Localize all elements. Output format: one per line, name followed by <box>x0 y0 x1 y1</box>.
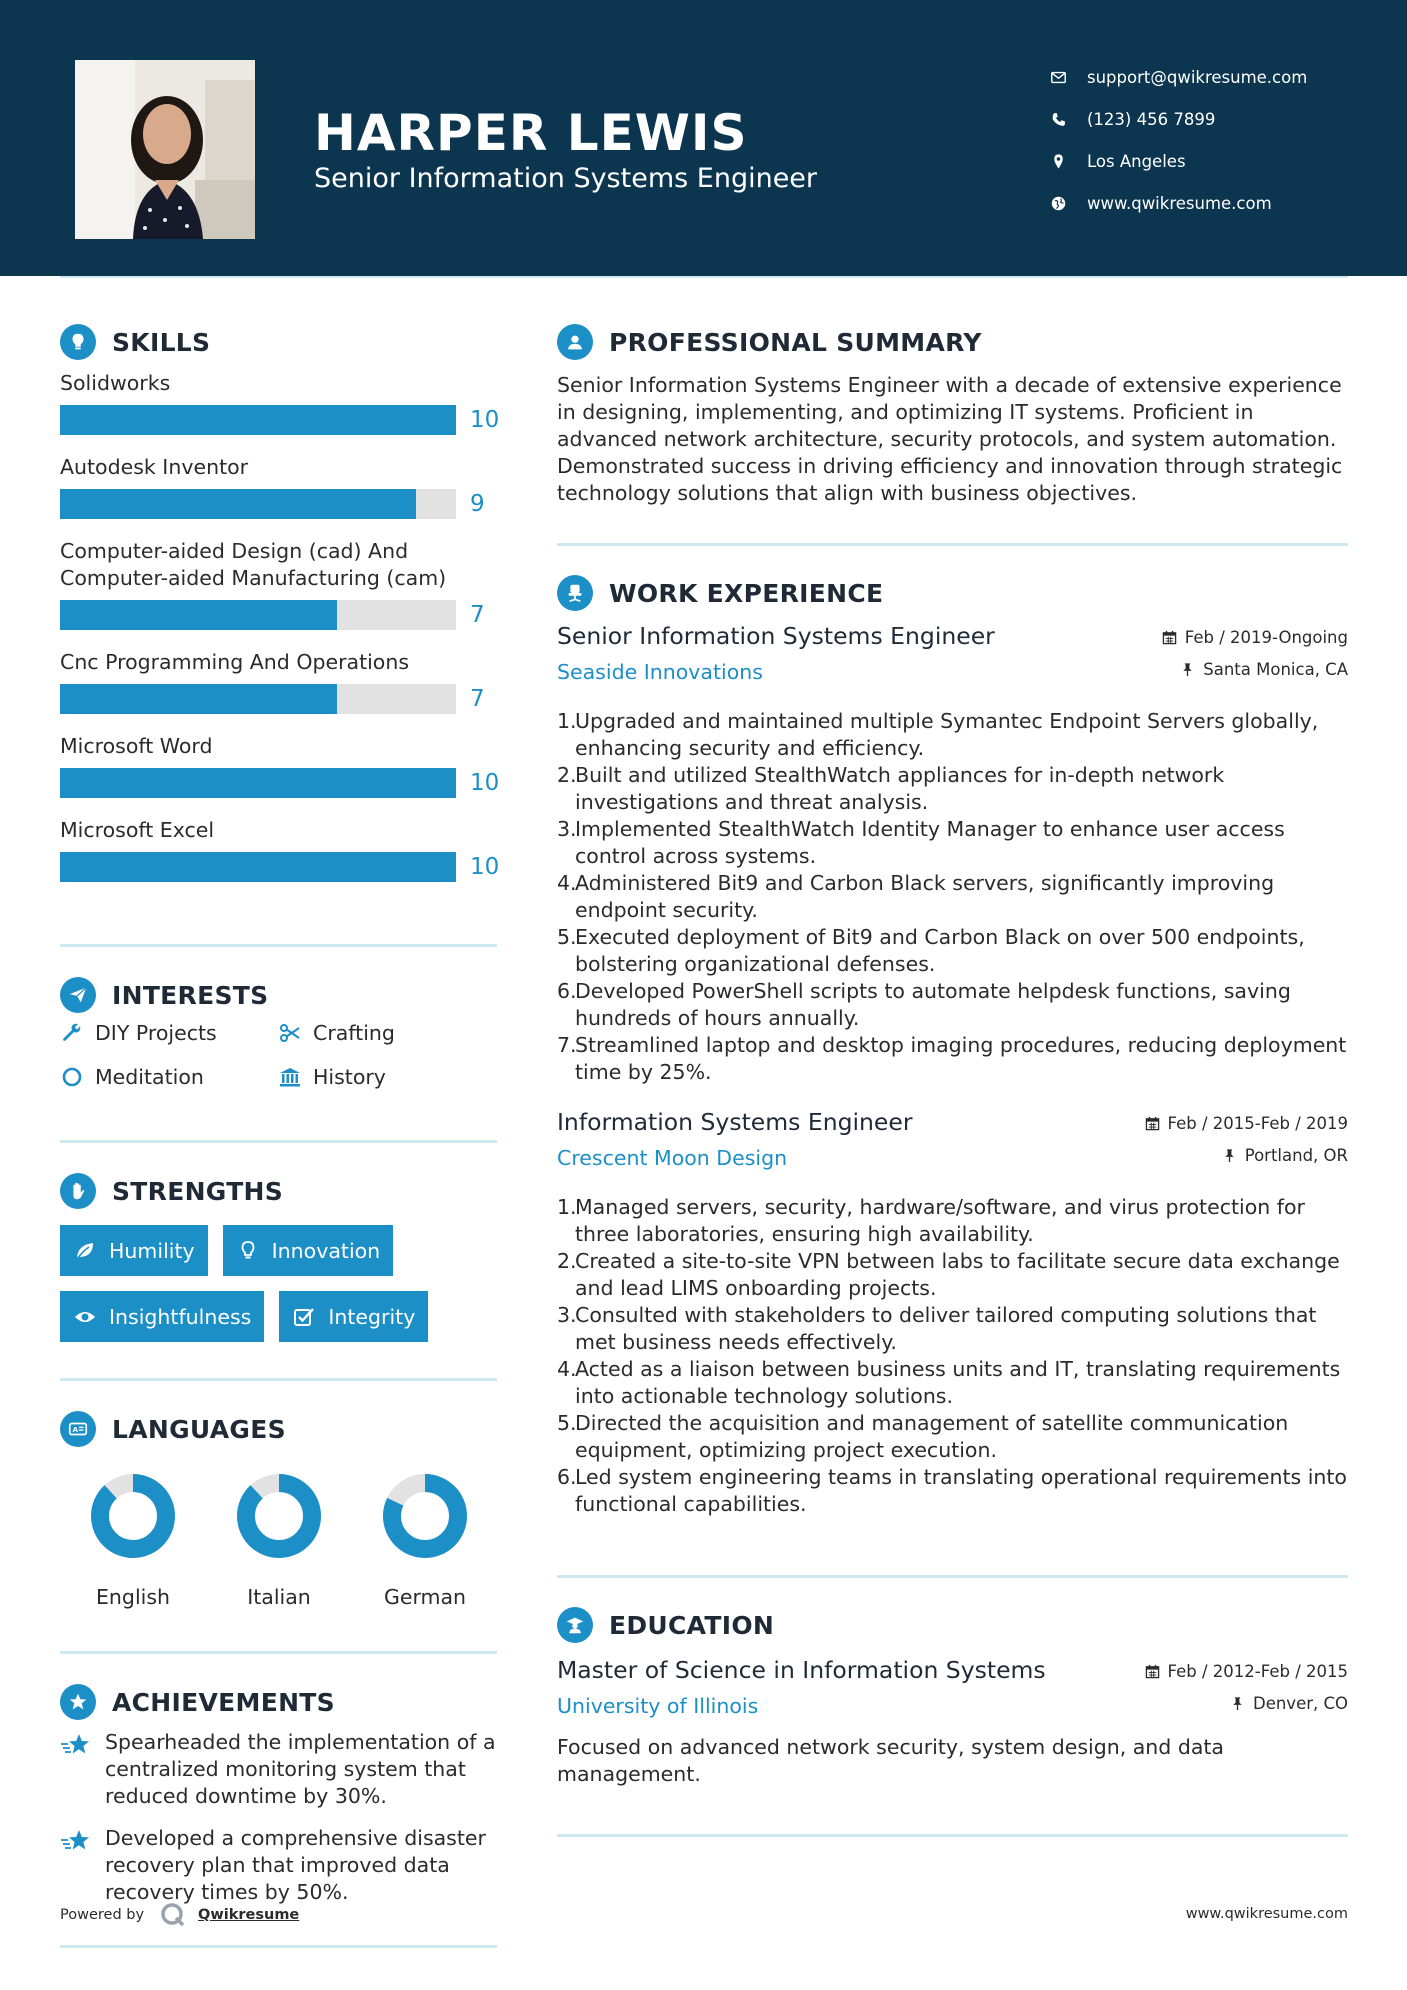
job-location-text: Santa Monica, CA <box>1203 660 1348 679</box>
interests-divider <box>60 1140 497 1143</box>
job-point-text: Administered Bit9 and Carbon Black servers, significantly improving endpoint security. <box>575 871 1275 922</box>
job-date-text: Feb / 2019-Ongoing <box>1184 628 1348 647</box>
language-item <box>206 1470 352 1609</box>
job-point-number: 5. <box>557 925 577 949</box>
job-point <box>557 1194 1348 1248</box>
job-date <box>1145 1114 1348 1133</box>
interests-list <box>60 1021 500 1089</box>
job-point-number: 1. <box>557 709 577 733</box>
job-point-number: 3. <box>557 817 577 841</box>
strengths-heading <box>60 1173 283 1209</box>
strengths-title: STRENGTHS <box>112 1176 284 1206</box>
contact-website[interactable] <box>1050 182 1307 224</box>
qwikresume-logo-icon <box>160 1902 186 1928</box>
office-chair-icon <box>557 575 593 611</box>
job-company[interactable]: Seaside Innovations <box>557 660 763 684</box>
powered-by-brand[interactable]: Qwikresume <box>198 1907 300 1923</box>
skill-bar-fill <box>60 600 337 630</box>
contact-phone-text: (123) 456 7899 <box>1087 109 1216 129</box>
leaf-icon <box>73 1239 97 1263</box>
interest-item <box>278 1021 496 1045</box>
wrench-icon <box>60 1021 84 1045</box>
interest-item <box>60 1021 278 1045</box>
strength-label: Innovation <box>271 1238 381 1263</box>
skill-name: Computer-aided Design (cad) And Computer-aided Manufacturing (cam) <box>60 539 447 590</box>
job-location <box>1222 1146 1348 1165</box>
job-point-number: 2. <box>557 763 577 787</box>
skill-bar-track <box>60 489 456 519</box>
job-point-text: Executed deployment of Bit9 and Carbon Black on over 500 endpoints, bolstering organizational defenses. <box>575 925 1305 976</box>
summary-title: PROFESSIONAL SUMMARY <box>609 327 982 357</box>
skill-item <box>60 370 500 435</box>
check-square-icon <box>292 1305 316 1329</box>
achievement-text: Developed a comprehensive disaster recovery plan that improved data recovery times by 50%. <box>105 1826 486 1904</box>
job-point-number: 5. <box>557 1411 577 1435</box>
interest-item <box>278 1065 496 1089</box>
skill-bar-track <box>60 768 456 798</box>
job-point <box>557 978 1348 1032</box>
achievement-item <box>60 1825 500 1906</box>
skills-heading <box>60 324 210 360</box>
language-name: Italian <box>247 1585 311 1609</box>
skill-bar-fill <box>60 852 456 882</box>
contact-phone[interactable] <box>1050 98 1307 140</box>
skill-bar-fill <box>60 405 456 435</box>
profile-photo <box>75 60 255 239</box>
skill-value: 10 <box>470 770 500 796</box>
powered-by-label: Powered by <box>60 1907 145 1923</box>
lightbulb-icon <box>236 1239 260 1263</box>
job-date <box>1162 628 1348 647</box>
skills-divider <box>60 944 497 947</box>
job-point <box>557 924 1348 978</box>
skill-bar-track <box>60 600 456 630</box>
user-icon <box>557 324 593 360</box>
experience-title: WORK EXPERIENCE <box>609 578 884 608</box>
education-title: EDUCATION <box>609 1610 775 1640</box>
contact-location-text: Los Angeles <box>1087 151 1186 171</box>
job-title: Information Systems Engineer <box>557 1108 913 1136</box>
envelope-icon <box>1050 69 1067 86</box>
skill-item <box>60 454 500 519</box>
job-point-text: Implemented StealthWatch Identity Manager to enhance user access control across systems. <box>575 817 1285 868</box>
job-point <box>557 1464 1348 1518</box>
strength-tag <box>279 1291 428 1342</box>
pushpin-icon <box>1230 1696 1245 1711</box>
skill-name: Solidworks <box>60 371 171 395</box>
candidate-name: HARPER LEWIS <box>314 104 748 162</box>
education-location-text: Denver, CO <box>1252 1694 1348 1713</box>
job-point-text: Created a site-to-site VPN between labs to facilitate secure data exchange and lead LIMS onboarding projects. <box>575 1249 1340 1300</box>
star-icon <box>60 1828 92 1856</box>
job-point <box>557 1032 1348 1086</box>
job-title: Senior Information Systems Engineer <box>557 622 995 650</box>
job-company[interactable]: Crescent Moon Design <box>557 1146 788 1170</box>
education-date-text: Feb / 2012-Feb / 2015 <box>1167 1662 1348 1681</box>
contact-location <box>1050 140 1307 182</box>
job-entry <box>557 1108 1348 1518</box>
circle-icon <box>60 1065 84 1089</box>
hand-icon <box>60 1173 96 1209</box>
header-divider <box>60 276 1348 278</box>
interest-label: History <box>313 1065 386 1089</box>
job-point <box>557 870 1348 924</box>
skills-title: SKILLS <box>112 327 211 357</box>
job-point-number: 6. <box>557 979 577 1003</box>
pushpin-icon <box>1180 662 1195 677</box>
strength-tag <box>60 1291 264 1342</box>
languages-list <box>60 1470 500 1609</box>
strength-tag <box>60 1225 208 1276</box>
skill-name: Microsoft Word <box>60 734 213 758</box>
job-point-text: Led system engineering teams in translating operational requirements into functional capabilities. <box>575 1465 1347 1516</box>
education-description: Focused on advanced network security, system design, and data management. <box>557 1735 1224 1786</box>
svg-text:A: A <box>72 1425 79 1435</box>
job-point <box>557 816 1348 870</box>
education-heading <box>557 1607 774 1643</box>
language-level-ring <box>233 1470 325 1562</box>
language-item <box>60 1470 206 1609</box>
job-point-number: 4. <box>557 871 577 895</box>
powered-by <box>60 1902 299 1928</box>
job-point-text: Managed servers, security, hardware/software, and virus protection for three laboratories, ensuring high availability. <box>575 1195 1305 1246</box>
education-divider <box>557 1834 1348 1837</box>
calendar-icon <box>1145 1664 1160 1679</box>
interest-item <box>60 1065 278 1089</box>
language-name: German <box>383 1585 467 1609</box>
pushpin-icon <box>1222 1148 1237 1163</box>
experience-heading <box>557 575 883 611</box>
achievements-title: ACHIEVEMENTS <box>112 1687 335 1717</box>
job-point-number: 2. <box>557 1249 577 1273</box>
job-point <box>557 1356 1348 1410</box>
interest-label: Meditation <box>95 1065 204 1089</box>
language-level-ring <box>379 1470 471 1562</box>
achievement-text: Spearheaded the implementation of a centralized monitoring system that reduced downtime by 30%. <box>105 1730 496 1808</box>
map-pin-icon <box>1050 153 1067 170</box>
skill-value: 10 <box>470 407 500 433</box>
skill-value: 7 <box>470 602 485 628</box>
skill-item <box>60 733 500 798</box>
languages-title: LANGUAGES <box>112 1414 286 1444</box>
education-school[interactable]: University of Illinois <box>557 1694 759 1718</box>
contact-website-text: www.qwikresume.com <box>1087 193 1272 213</box>
strength-label: Integrity <box>328 1304 416 1329</box>
strengths-list <box>60 1225 500 1357</box>
skill-item <box>60 649 500 714</box>
skill-name: Microsoft Excel <box>60 818 215 842</box>
education-entry <box>557 1656 1348 1788</box>
job-point-number: 6. <box>557 1465 577 1489</box>
skill-bar-track <box>60 405 456 435</box>
languages-divider <box>60 1651 497 1654</box>
paper-plane-icon <box>60 977 96 1013</box>
skill-name: Cnc Programming And Operations <box>60 650 410 674</box>
job-date-text: Feb / 2015-Feb / 2019 <box>1167 1114 1348 1133</box>
lightbulb-icon <box>60 324 96 360</box>
contact-list <box>1050 56 1307 224</box>
globe-icon <box>1050 195 1067 212</box>
job-location-text: Portland, OR <box>1244 1146 1348 1165</box>
job-point <box>557 1410 1348 1464</box>
language-name: English <box>95 1585 171 1609</box>
contact-email[interactable] <box>1050 56 1307 98</box>
job-point-text: Built and utilized StealthWatch appliances for in-depth network investigations and threat analysis. <box>575 763 1225 814</box>
candidate-title: Senior Information Systems Engineer <box>314 163 818 194</box>
footer-url[interactable]: www.qwikresume.com <box>1185 1906 1348 1922</box>
job-points <box>557 708 1348 1086</box>
contact-email-text: support@qwikresume.com <box>1087 67 1308 87</box>
skill-item <box>60 538 500 630</box>
calendar-icon <box>1162 630 1177 645</box>
job-point-number: 1. <box>557 1195 577 1219</box>
interests-title: INTERESTS <box>112 980 269 1010</box>
strength-tag <box>223 1225 394 1276</box>
achievements-list <box>60 1729 500 1921</box>
strength-label: Humility <box>109 1238 195 1263</box>
job-point-text: Developed PowerShell scripts to automate helpdesk functions, saving hundreds of hours annually. <box>575 979 1291 1030</box>
job-point-text: Upgraded and maintained multiple Symantec Endpoint Servers globally, enhancing security and efficiency. <box>575 709 1319 760</box>
calendar-icon <box>1145 1116 1160 1131</box>
education-degree: Master of Science in Information Systems <box>557 1656 1046 1684</box>
bank-icon <box>278 1065 302 1089</box>
language-level-ring <box>87 1470 179 1562</box>
strengths-divider <box>60 1378 497 1381</box>
skill-bar-track <box>60 852 456 882</box>
skill-bar-fill <box>60 489 416 519</box>
scissors-icon <box>278 1021 302 1045</box>
skill-bar-track <box>60 684 456 714</box>
experience-divider <box>557 1575 1348 1578</box>
job-points <box>557 1194 1348 1518</box>
job-entry <box>557 622 1348 1086</box>
summary-divider <box>557 543 1348 546</box>
graduate-icon <box>557 1607 593 1643</box>
skill-bar-fill <box>60 768 456 798</box>
job-point-number: 4. <box>557 1357 577 1381</box>
education-location <box>1230 1694 1348 1713</box>
job-point <box>557 762 1348 816</box>
language-item <box>352 1470 498 1609</box>
job-point-text: Streamlined laptop and desktop imaging procedures, reducing deployment time by 25%. <box>575 1033 1347 1084</box>
skill-name: Autodesk Inventor <box>60 455 249 479</box>
interest-label: Crafting <box>313 1021 395 1045</box>
resume-header <box>0 0 1407 276</box>
interest-label: DIY Projects <box>95 1021 217 1045</box>
skill-value: 9 <box>470 491 485 517</box>
job-point <box>557 1302 1348 1356</box>
star-icon <box>60 1732 92 1760</box>
job-point-text: Consulted with stakeholders to deliver tailored computing solutions that met business needs effectively. <box>575 1303 1317 1354</box>
achievements-heading <box>60 1684 335 1720</box>
star-badge-icon <box>60 1684 96 1720</box>
eye-icon <box>73 1305 97 1329</box>
skill-bar-fill <box>60 684 337 714</box>
language-icon <box>60 1411 96 1447</box>
strength-label: Insightfulness <box>109 1304 252 1329</box>
job-point-number: 7. <box>557 1033 577 1057</box>
phone-icon <box>1050 111 1067 128</box>
job-point-number: 3. <box>557 1303 577 1327</box>
job-point-text: Acted as a liaison between business units and IT, translating requirements into actionable technology solutions. <box>575 1357 1341 1408</box>
job-location <box>1180 660 1348 679</box>
summary-heading <box>557 324 982 360</box>
achievements-divider <box>60 1945 497 1948</box>
achievement-item <box>60 1729 500 1810</box>
interests-heading <box>60 977 268 1013</box>
languages-heading <box>60 1411 286 1447</box>
job-point <box>557 1248 1348 1302</box>
job-point <box>557 708 1348 762</box>
skills-list <box>60 370 500 901</box>
skill-value: 10 <box>470 854 500 880</box>
skill-value: 7 <box>470 686 485 712</box>
summary-text: Senior Information Systems Engineer with a decade of extensive experience in designing, implementing, and optimizing IT systems. Proficient in advanced network architecture, security protocols, and system automation. Demonstrated success in driving efficiency and innovation through strategic technology solutions that align with business objectives. <box>557 373 1343 505</box>
job-point-text: Directed the acquisition and management of satellite communication equipment, optimizing project execution. <box>575 1411 1289 1462</box>
skill-item <box>60 817 500 882</box>
education-date <box>1145 1662 1348 1681</box>
